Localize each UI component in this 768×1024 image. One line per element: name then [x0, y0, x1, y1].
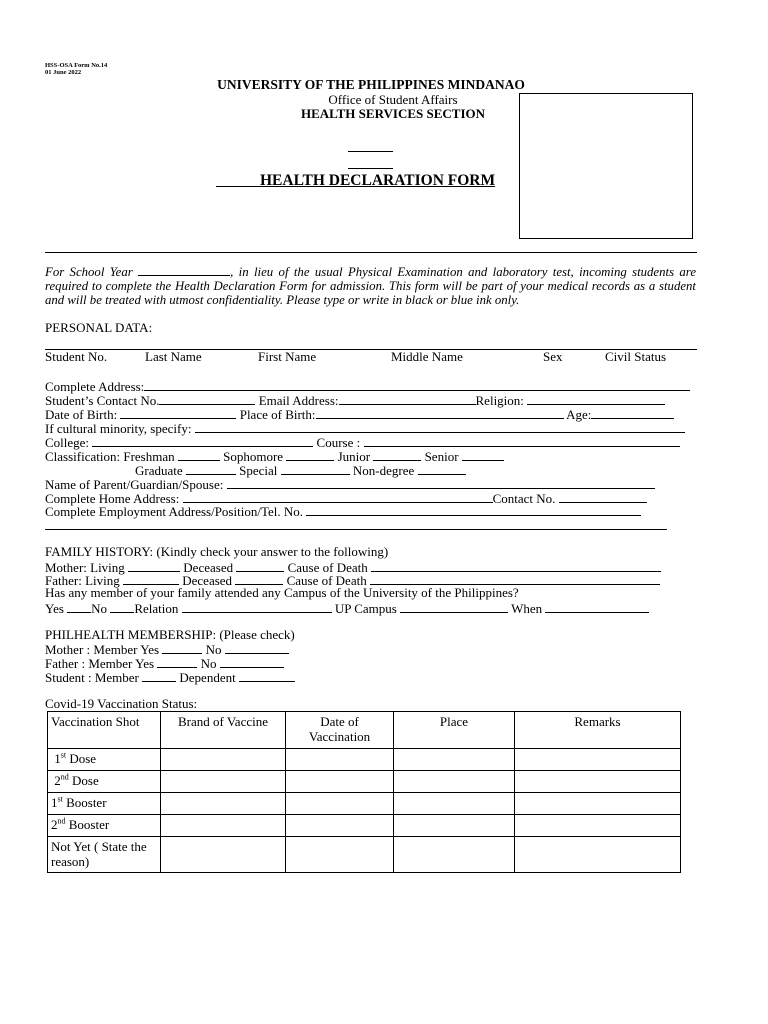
philhealth-heading: PHILHEALTH MEMBERSHIP: (Please check) [45, 627, 295, 642]
junior-field[interactable] [373, 448, 421, 461]
title-underline-lead [216, 186, 260, 187]
form-title: HEALTH DECLARATION FORM [260, 172, 496, 189]
shot-label: 2nd Dose [48, 771, 161, 793]
address-row: Complete Address: [45, 378, 690, 394]
col-last-name: Last Name [145, 349, 202, 364]
brand-cell[interactable] [161, 749, 286, 771]
student-member-field[interactable] [142, 669, 176, 682]
shot-label: 1st Booster [48, 793, 161, 815]
form-number: HSS-OSA Form No.14 [45, 62, 108, 69]
date-cell[interactable] [286, 837, 394, 873]
philhealth-student-row: Student : Member Dependent [45, 669, 295, 685]
mother-yes-field[interactable] [162, 641, 202, 654]
col-student-no: Student No. [45, 349, 108, 364]
section-name: HEALTH SERVICES SECTION [300, 106, 486, 121]
contact-row: Student’s Contact No. Email Address: Religion: [45, 392, 665, 408]
table-row [48, 793, 681, 815]
header-place: Place [394, 712, 515, 749]
col-first-name: First Name [258, 349, 317, 364]
table-row [48, 749, 681, 771]
classification-row-2: Graduate Special Non-degree [135, 462, 466, 478]
university-name: UNIVERSITY OF THE PHILIPPINES MINDANAO [217, 77, 525, 92]
birth-row: Date of Birth: Place of Birth: Age: [45, 406, 674, 422]
mother-deceased-field[interactable] [236, 559, 284, 572]
campus-yes-field[interactable] [67, 600, 91, 613]
header-date: Date of Vaccination [286, 712, 394, 749]
college-row: College: Course : [45, 434, 680, 450]
covid-heading: Covid-19 Vaccination Status: [45, 696, 198, 711]
age-field[interactable] [591, 406, 674, 419]
brand-cell[interactable] [161, 793, 286, 815]
home-contact-field[interactable] [559, 490, 647, 503]
header-vaccination-shot: Vaccination Shot [48, 712, 161, 749]
table-row [48, 815, 681, 837]
family-question: Has any member of your family attended any Campus of the University of the Philippines? [45, 585, 519, 600]
place-cell[interactable] [394, 793, 515, 815]
header-divider [45, 252, 697, 253]
shot-label: 2nd Booster [48, 815, 161, 837]
cultural-row: If cultural minority, specify: [45, 420, 685, 436]
pob-field[interactable] [316, 406, 564, 419]
home-row: Complete Home Address: Contact No. [45, 490, 647, 506]
father-no-field[interactable] [220, 655, 284, 668]
freshman-field[interactable] [178, 448, 220, 461]
dob-field[interactable] [120, 406, 236, 419]
when-field[interactable] [545, 600, 649, 613]
brand-cell[interactable] [161, 837, 286, 873]
special-field[interactable] [281, 462, 350, 475]
photo-box[interactable] [519, 93, 693, 239]
philhealth-father-row: Father : Member Yes No [45, 655, 284, 671]
sophomore-field[interactable] [286, 448, 334, 461]
mother-no-field[interactable] [225, 641, 289, 654]
graduate-field[interactable] [186, 462, 236, 475]
employment-field[interactable] [306, 503, 641, 516]
col-middle-name: Middle Name [391, 349, 463, 364]
employment-field-line-2[interactable] [45, 529, 667, 530]
religion-field[interactable] [527, 392, 665, 405]
school-year-field[interactable] [138, 265, 230, 276]
date-cell[interactable] [286, 793, 394, 815]
dependent-field[interactable] [239, 669, 295, 682]
employment-row: Complete Employment Address/Position/Tel. No. [45, 503, 641, 519]
remarks-cell[interactable] [515, 837, 681, 873]
mother-living-field[interactable] [128, 559, 180, 572]
contact-field[interactable] [159, 392, 255, 405]
parent-field[interactable] [227, 476, 655, 489]
home-address-field[interactable] [183, 490, 493, 503]
date-cell[interactable] [286, 815, 394, 837]
email-field[interactable] [339, 392, 476, 405]
personal-data-heading: PERSONAL DATA: [45, 320, 153, 335]
father-deceased-field[interactable] [235, 572, 283, 585]
vaccination-table [47, 711, 681, 873]
parent-row: Name of Parent/Guardian/Spouse: [45, 476, 655, 492]
place-cell[interactable] [394, 749, 515, 771]
date-cell[interactable] [286, 771, 394, 793]
remarks-cell[interactable] [515, 749, 681, 771]
blank-line [348, 151, 393, 152]
nondegree-field[interactable] [418, 462, 466, 475]
relation-field[interactable] [182, 600, 332, 613]
name-line[interactable] [45, 349, 697, 350]
shot-label: 1st Dose [48, 749, 161, 771]
remarks-cell[interactable] [515, 771, 681, 793]
senior-field[interactable] [462, 448, 504, 461]
table-row [48, 771, 681, 793]
campus-field[interactable] [400, 600, 508, 613]
classification-row: Classification: Freshman Sophomore Junior Senior [45, 448, 504, 464]
family-heading: FAMILY HISTORY: (Kindly check your answer to the following) [45, 544, 389, 559]
table-row [48, 837, 681, 873]
cultural-field[interactable] [195, 420, 685, 433]
blank-line [348, 168, 393, 169]
remarks-cell[interactable] [515, 815, 681, 837]
father-living-field[interactable] [123, 572, 179, 585]
col-sex: Sex [543, 349, 563, 364]
father-row: Father: Living Deceased Cause of Death [45, 572, 660, 588]
philhealth-mother-row: Mother : Member Yes No [45, 641, 289, 657]
brand-cell[interactable] [161, 815, 286, 837]
mother-row: Mother: Living Deceased Cause of Death [45, 559, 661, 575]
vaccination-header-row [48, 712, 681, 749]
place-cell[interactable] [394, 771, 515, 793]
place-cell[interactable] [394, 837, 515, 873]
form-date: 01 June 2022 [45, 69, 82, 76]
header-brand: Brand of Vaccine [161, 712, 286, 749]
college-field[interactable] [92, 434, 313, 447]
col-civil-status: Civil Status [605, 349, 667, 364]
father-yes-field[interactable] [157, 655, 197, 668]
brand-cell[interactable] [161, 771, 286, 793]
place-cell[interactable] [394, 815, 515, 837]
mother-cause-field[interactable] [371, 559, 661, 572]
office-name: Office of Student Affairs [328, 92, 458, 107]
header-remarks: Remarks [515, 712, 681, 749]
father-cause-field[interactable] [370, 572, 660, 585]
course-field[interactable] [364, 434, 680, 447]
shot-label: Not Yet ( State the reason) [48, 837, 161, 873]
address-field[interactable] [144, 378, 690, 391]
date-cell[interactable] [286, 749, 394, 771]
remarks-cell[interactable] [515, 793, 681, 815]
campus-no-field[interactable] [110, 600, 134, 613]
campus-row: Yes No Relation UP Campus When [45, 600, 649, 616]
intro-paragraph: For School Year , in lieu of the usual Physical Examination and laboratory test, incoming students are required to complete the Health Declaration Form for admission. This form will be part of your medical records as a student and will be treated with utmost confidentiality. Please type or write in black or blue ink only. [45, 265, 696, 307]
